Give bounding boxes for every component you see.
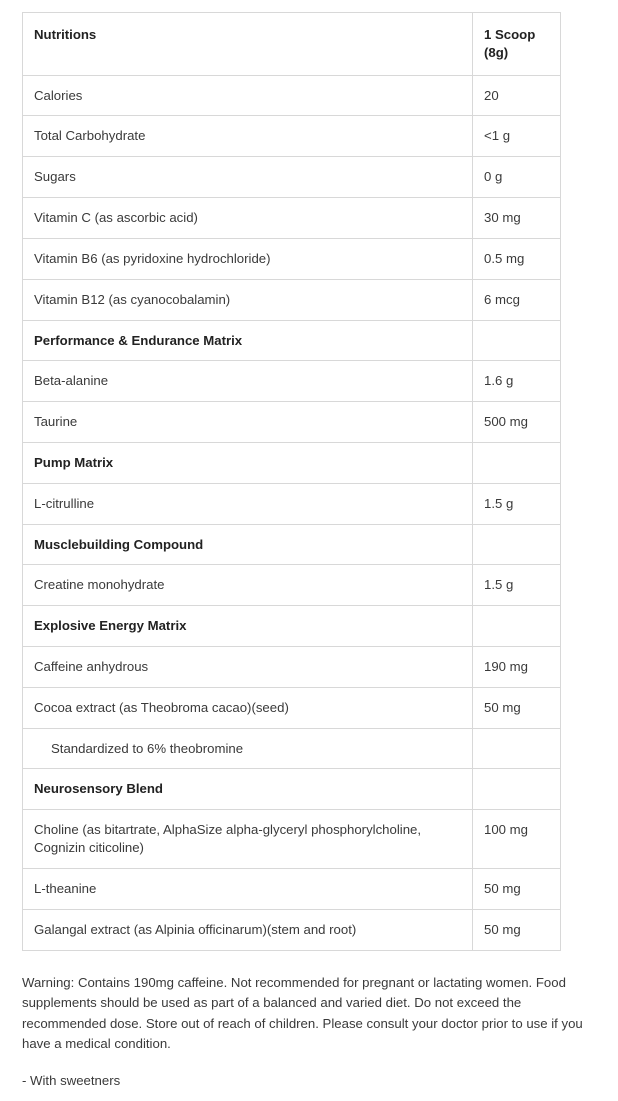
- ingredient-name-cell: L-theanine: [23, 868, 473, 909]
- table-row: [23, 687, 561, 728]
- ingredient-amount-cell: 190 mg: [473, 647, 561, 688]
- table-row: [23, 238, 561, 279]
- table-row: [23, 361, 561, 402]
- ingredient-amount-cell: [473, 769, 561, 810]
- footnotes: [22, 973, 594, 1092]
- table-row: [23, 868, 561, 909]
- column-header-serving: 1 Scoop (8g): [473, 13, 561, 76]
- table-row: [23, 483, 561, 524]
- table-header-row: [23, 13, 561, 76]
- table-row: [23, 402, 561, 443]
- ingredient-amount-cell: 0.5 mg: [473, 238, 561, 279]
- ingredient-amount-cell: 1.5 g: [473, 565, 561, 606]
- ingredient-amount-cell: 50 mg: [473, 687, 561, 728]
- ingredient-amount-cell: 50 mg: [473, 868, 561, 909]
- ingredient-amount-cell: 50 mg: [473, 909, 561, 950]
- ingredient-name-cell: Galangal extract (as Alpinia officinarum)(stem and root): [23, 909, 473, 950]
- group-heading-cell: Explosive Energy Matrix: [23, 606, 473, 647]
- table-row: [23, 320, 561, 361]
- table-row: [23, 75, 561, 116]
- ingredient-amount-cell: <1 g: [473, 116, 561, 157]
- table-row: [23, 810, 561, 869]
- table-row: [23, 728, 561, 769]
- ingredient-amount-cell: 30 mg: [473, 198, 561, 239]
- column-header-nutritions: Nutritions: [23, 13, 473, 76]
- table-row: [23, 565, 561, 606]
- ingredient-amount-cell: 6 mcg: [473, 279, 561, 320]
- ingredient-name-cell: Cocoa extract (as Theobroma cacao)(seed): [23, 687, 473, 728]
- nutrition-table-body: [23, 75, 561, 950]
- ingredient-name-cell: L-citrulline: [23, 483, 473, 524]
- group-heading-cell: Neurosensory Blend: [23, 769, 473, 810]
- group-heading-cell: Musclebuilding Compound: [23, 524, 473, 565]
- table-row: [23, 442, 561, 483]
- table-row: [23, 606, 561, 647]
- nutrition-table: [22, 12, 561, 951]
- ingredient-amount-cell: [473, 728, 561, 769]
- ingredient-amount-cell: 100 mg: [473, 810, 561, 869]
- ingredient-name-cell: Caffeine anhydrous: [23, 647, 473, 688]
- ingredient-name-cell: Beta-alanine: [23, 361, 473, 402]
- sweetener-note: - With sweetners: [22, 1072, 121, 1088]
- table-row: [23, 909, 561, 950]
- table-row: [23, 279, 561, 320]
- ingredient-name-cell: Total Carbohydrate: [23, 116, 473, 157]
- warning-text: Warning: Contains 190mg caffeine. Not recommended for pregnant or lactating women. Food supplements should be used as part of a balanced and varied diet. Do not exceed the recommended dose. Store out of reach of children. Please consult your doctor prior to use if you have a medical condition.: [22, 974, 583, 1052]
- table-row: [23, 157, 561, 198]
- table-row: [23, 198, 561, 239]
- ingredient-name-cell: Sugars: [23, 157, 473, 198]
- ingredient-amount-cell: [473, 320, 561, 361]
- ingredient-amount-cell: 1.6 g: [473, 361, 561, 402]
- table-row: [23, 524, 561, 565]
- ingredient-name-cell: Choline (as bitartrate, AlphaSize alpha-glyceryl phosphorylcholine, Cognizin citicoline): [23, 810, 473, 869]
- ingredient-name-cell: Creatine monohydrate: [23, 565, 473, 606]
- ingredient-name-cell: Taurine: [23, 402, 473, 443]
- ingredient-name-cell: Vitamin C (as ascorbic acid): [23, 198, 473, 239]
- nutrition-table-head: [23, 13, 561, 76]
- ingredient-name-cell: Vitamin B12 (as cyanocobalamin): [23, 279, 473, 320]
- ingredient-amount-cell: [473, 442, 561, 483]
- group-heading-cell: Pump Matrix: [23, 442, 473, 483]
- ingredient-amount-cell: 0 g: [473, 157, 561, 198]
- table-row: [23, 647, 561, 688]
- table-row: [23, 116, 561, 157]
- ingredient-amount-cell: [473, 606, 561, 647]
- ingredient-amount-cell: 500 mg: [473, 402, 561, 443]
- ingredient-name-cell: Calories: [23, 75, 473, 116]
- group-heading-cell: Performance & Endurance Matrix: [23, 320, 473, 361]
- ingredient-name-cell: Vitamin B6 (as pyridoxine hydrochloride): [23, 238, 473, 279]
- ingredient-amount-cell: [473, 524, 561, 565]
- ingredient-name-cell: Standardized to 6% theobromine: [23, 728, 473, 769]
- ingredient-amount-cell: 20: [473, 75, 561, 116]
- table-row: [23, 769, 561, 810]
- ingredient-amount-cell: 1.5 g: [473, 483, 561, 524]
